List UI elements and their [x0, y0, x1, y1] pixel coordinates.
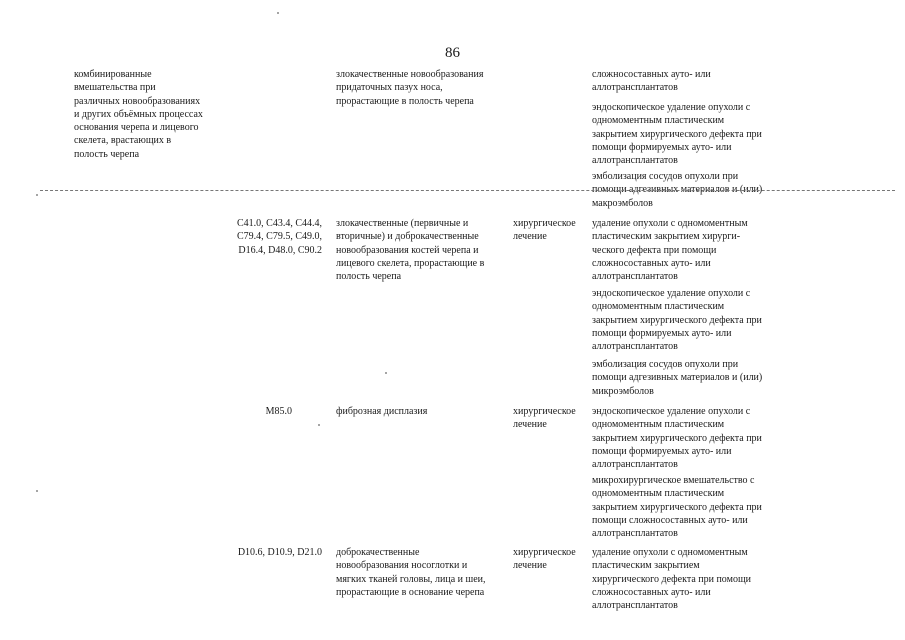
method-cell: эмболизация сосудов опухоли при помощи адгезивных материалов и (или) макроэмболов	[592, 171, 763, 209]
icd-codes-cell: M85.0	[265, 406, 292, 417]
scan-speck	[318, 424, 320, 426]
diagnosis-cell: фиброзная дисплазия	[336, 406, 428, 417]
method-cell: сложносоставных ауто- или аллотрансплантатов	[592, 69, 711, 94]
method-cell: удаление опухоли с одномоментным пластическим закрытием хирургического дефекта при помощи сложносоставных ауто- или аллотрансплантатов	[592, 547, 751, 612]
icd-codes-cell: D10.6, D10.9, D21.0	[237, 547, 322, 558]
method-cell: эндоскопическое удаление опухоли с одномоментным пластическим закрытием хирургического дефекта при помощи формируемых ауто- или аллотрансплантатов	[592, 406, 762, 471]
treatment-type-cell: хирургическое лечение	[513, 406, 576, 431]
diagnosis-cell: злокачественные (первичные и вторичные) и доброкачественные новообразования костей черепа и лицевого скелета, прорастающие в полость черепа	[336, 218, 485, 283]
scan-speck	[36, 490, 38, 492]
diagnosis-cell: злокачественные новообразования придаточных пазух носа, прорастающие в полость черепа	[336, 69, 484, 107]
method-cell: эндоскопическое удаление опухоли с одномоментным пластическим закрытием хирургического дефекта при помощи формируемых ауто- или аллотрансплантатов	[592, 288, 762, 353]
method-cell: микрохирургическое вмешательство с одномоментным пластическим закрытием хирургического дефекта при помощи сложносоставных ауто- или аллотрансплантатов	[592, 475, 762, 540]
treatment-type-cell: хирургическое лечение	[513, 218, 576, 243]
icd-codes-cell: C41.0, C43.4, C44.4, C79.4, C79.5, C49.0, D16.4, D48.0, C90.2	[236, 218, 322, 256]
method-cell: эндоскопическое удаление опухоли с одномоментным пластическим закрытием хирургического дефекта при помощи формируемых ауто- или аллотрансплантатов	[592, 102, 762, 167]
method-cell: удаление опухоли с одномоментным пластическим закрытием хирурги- ческого дефекта при помощи сложносоставных ауто- или аллотрансплантатов	[592, 218, 748, 283]
scan-divider-line	[40, 190, 895, 191]
diagnosis-cell: доброкачественные новообразования носоглотки и мягких тканей головы, лица и шеи, прорастающие в основание черепа	[336, 547, 486, 598]
treatment-type-cell: хирургическое лечение	[513, 547, 576, 572]
procedure-name-cell: комбинированные вмешательства при различных новообразованиях и других объёмных процессах основания черепа и лицевого скелета, врастающих в полость черепа	[74, 69, 203, 160]
scan-speck	[385, 372, 387, 374]
scan-speck	[277, 12, 279, 14]
method-cell: эмболизация сосудов опухоли при помощи адгезивных материалов и (или) микроэмболов	[592, 359, 763, 397]
scan-speck	[36, 194, 38, 196]
page-number: 86	[445, 45, 460, 61]
